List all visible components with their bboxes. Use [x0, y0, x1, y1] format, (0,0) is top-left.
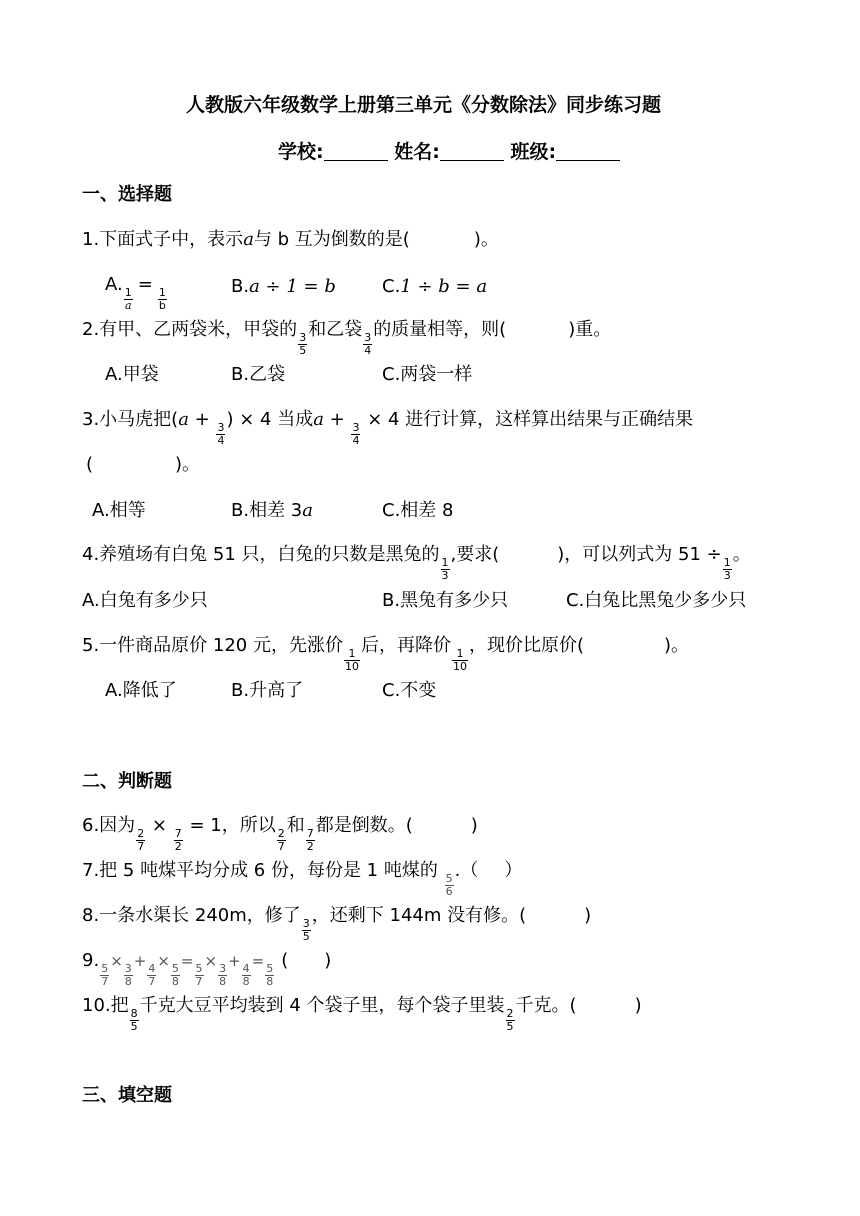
q2-option-a[interactable]: A.甲袋: [105, 364, 159, 385]
q5-option-b[interactable]: B.升高了: [231, 680, 304, 701]
section-heading-choice: 一、选择题: [82, 184, 172, 205]
fraction: $\frac{5}{7}$: [195, 962, 203, 988]
section-heading-judgement: 二、判断题: [82, 771, 172, 792]
q1-option-c[interactable]: C.1 ÷ b = a: [382, 276, 488, 297]
fraction: $\frac{1}{b}$: [158, 286, 166, 312]
question-1: 1.下面式子中，表示a与 b 互为倒数的是( )。: [82, 229, 499, 250]
q2-option-b[interactable]: B.乙袋: [231, 364, 286, 385]
q4-option-a[interactable]: A.白兔有多少只: [82, 590, 208, 611]
question-9: 9. $\frac{5}{7}$ × $\frac{3}{8}$ + $\frac{4}{7}$ × $\frac{5}{8}$ = $\frac{5}{7}$ × $\frac{3}{8}$ + $\frac{4}{8}$ = $\frac{5}{8}$ ( ): [82, 950, 332, 988]
question-3-line2: ( )。: [86, 454, 201, 475]
name-label: 姓名:: [394, 141, 440, 163]
fraction: $\frac{3}{4}$: [364, 331, 372, 357]
fraction: $\frac{8}{5}$: [130, 1007, 138, 1033]
question-3: 3.小马虎把(a + $\frac{3}{4}$ ) × 4 当成a + $\frac{3}{4}$ × 4 进行计算，这样算出结果与正确结果: [82, 409, 694, 447]
fraction: $\frac{2}{5}$: [506, 1007, 514, 1033]
q3-option-a[interactable]: A.相等: [92, 500, 146, 521]
question-6: 6.因为 $\frac{2}{7}$ × $\frac{7}{2}$ = 1，所以 $\frac{2}{7}$ 和 $\frac{7}{2}$ 都是倒数。( ): [82, 815, 478, 853]
fraction: $\frac{5}{7}$: [101, 962, 109, 988]
question-8: 8.一条水渠长 240m，修了 $\frac{3}{5}$ ，还剩下 144m 没有修。( ): [82, 905, 592, 943]
q2-option-c[interactable]: C.两袋一样: [382, 364, 473, 385]
fraction: $\frac{3}{8}$: [124, 962, 132, 988]
student-info-line: [278, 142, 620, 162]
question-7: 7.把 5 吨煤平均分成 6 份，每份是 1 吨煤的 $\frac{5}{6}$ .（ ）: [82, 860, 523, 898]
class-blank[interactable]: [556, 142, 620, 161]
fraction: $\frac{3}{5}$: [302, 917, 310, 943]
school-blank[interactable]: [324, 142, 388, 161]
q1-option-a[interactable]: A. $\frac{1}{a}$ = $\frac{1}{b}$: [105, 274, 166, 312]
fraction: $\frac{7}{2}$: [306, 827, 314, 853]
question-2: 2.有甲、乙两袋米，甲袋的 $\frac{3}{5}$ 和乙袋 $\frac{3}{4}$ 的质量相等，则( )重。: [82, 319, 612, 357]
question-5: 5.一件商品原价 120 元，先涨价 $\frac{1}{10}$ 后，再降价 $\frac{1}{10}$ ，现价比原价( )。: [82, 635, 690, 673]
page-title: 人教版六年级数学上册第三单元《分数除法》同步练习题: [186, 94, 662, 116]
q4-option-b[interactable]: B.黑兔有多少只: [382, 590, 509, 611]
fraction: $\frac{1}{10}$: [344, 647, 359, 673]
q4-option-c[interactable]: C.白兔比黑兔少多少只: [566, 590, 747, 611]
q1-option-b[interactable]: B.a ÷ 1 = b: [231, 276, 336, 297]
fraction: $\frac{1}{3}$: [723, 556, 731, 582]
q3-option-c[interactable]: C.相差 8: [382, 500, 454, 521]
fraction: $\frac{4}{8}$: [242, 962, 250, 988]
school-label: 学校:: [278, 141, 324, 163]
fraction: $\frac{1}{a}$: [124, 286, 132, 312]
fraction: $\frac{3}{4}$: [217, 421, 225, 447]
class-label: 班级:: [510, 141, 557, 163]
fraction: $\frac{2}{7}$: [137, 827, 145, 853]
question-4: 4.养殖场有白兔 51 只，白兔的只数是黑兔的 $\frac{1}{3}$ ,要求( )，可以列式为 51 ÷ $\frac{1}{3}$ 。: [82, 544, 751, 582]
fraction: $\frac{1}{3}$: [441, 556, 449, 582]
q5-option-c[interactable]: C.不变: [382, 680, 437, 701]
name-blank[interactable]: [440, 142, 504, 161]
fraction: $\frac{3}{8}$: [219, 962, 227, 988]
fraction: $\frac{5}{8}$: [266, 962, 274, 988]
fraction: $\frac{7}{2}$: [174, 827, 182, 853]
fraction: $\frac{3}{4}$: [352, 421, 360, 447]
section-heading-fill: 三、填空题: [82, 1085, 172, 1106]
question-10: 10.把 $\frac{8}{5}$ 千克大豆平均装到 4 个袋子里，每个袋子里装 $\frac{2}{5}$ 千克。( ): [82, 995, 642, 1033]
fraction: $\frac{3}{5}$: [299, 331, 307, 357]
fraction: $\frac{5}{6}$: [445, 872, 453, 898]
q5-option-a[interactable]: A.降低了: [105, 680, 177, 701]
fraction: $\frac{5}{8}$: [171, 962, 179, 988]
fraction: $\frac{1}{10}$: [452, 647, 467, 673]
fraction: $\frac{4}{7}$: [148, 962, 156, 988]
q3-option-b[interactable]: B.相差 3a: [231, 500, 313, 521]
fraction: $\frac{2}{7}$: [277, 827, 285, 853]
